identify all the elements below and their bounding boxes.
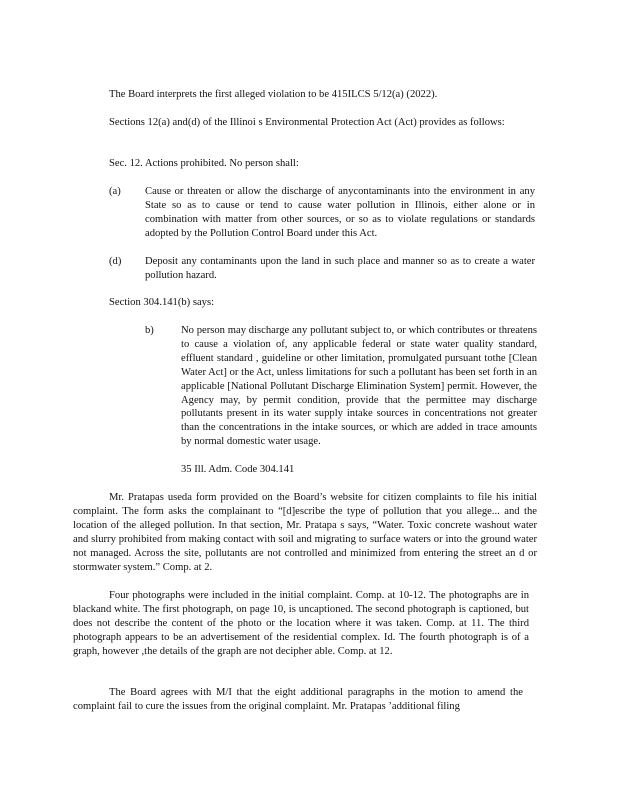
sec12-heading: Sec. 12. Actions prohibited. No person shall: xyxy=(109,158,299,169)
item-a-label: (a) xyxy=(109,186,121,197)
section-304-citation: 35 Ill. Adm. Code 304.141 xyxy=(181,464,295,475)
section-304-text: No person may discharge any pollutant subject to, or which contributes or threatens to cause a violation of, any applicable federal or state water quality standard, effluent standard , guideline or other limitation, promulgated pursuant tothe [Clean Water Act] or the Act, unless limitations for such a pollutant has been set forth in an applicable [National Pollutant Discharge Elimination System] permit. However, the Agency may, by permit condition, provide that the permittee may discharge pollutants present in its water supply intake sources in concentrations not greater than the concentrations in the intake sources, or which are added in trace amounts by normal domestic water usage. xyxy=(181,325,537,448)
intro-paragraph: The Board interprets the first alleged violation to be 415ILCS 5/12(a) (2022). xyxy=(109,89,438,100)
form-paragraph: Mr. Pratapas useda form provided on the Board’s website for citizen complaints to file his initial complaint. The form asks the complainant to “[d]escribe the type of pollution that you allege... and the location of the alleged pollution. In that section, Mr. Pratapa s says, “Water. Toxic concrete washout water and slurry prohibited from making contact with soil and migrating to surface waters or into the ground water not managed. Across the site, pollutants are not controlled and minimized from entering the street an d or stormwater system.” Comp. at 2. xyxy=(73,492,537,573)
section-304-intro: Section 304.141(b) says: xyxy=(109,297,215,308)
photos-paragraph: Four photographs were included in the initial complaint. Comp. at 10-12. The photographs are in blackand white. The first photograph, on page 10, is uncaptioned. The second photograph is captioned, but does not describe the content of the photo or the location where it was taken. Comp. at 11. The third photograph appears to be an advertisement of the residential complex. Id. The fourth photograph is of a graph, however ,the details of the graph are not decipher able. Comp. at 12. xyxy=(73,590,529,657)
item-d-text: Deposit any contaminants upon the land in such place and manner so as to create a water pollution hazard. xyxy=(145,256,535,281)
item-d-label: (d) xyxy=(109,256,122,267)
item-a-text: Cause or threaten or allow the discharge of anycontaminants into the environment in any State so as to cause or tend to cause water pollution in Illinois, either alone or in combination with matter from other sources, or so as to violate regulations or standards adopted by the Pollution Control Board under this Act. xyxy=(145,186,535,239)
section-304-label: b) xyxy=(145,325,154,336)
board-agrees-paragraph: The Board agrees with M/I that the eight additional paragraphs in the motion to amend the complaint fail to cure the issues from the original complaint. Mr. Pratapas ’additional filing xyxy=(73,687,523,712)
sections-intro-paragraph: Sections 12(a) and(d) of the Illinoi s Environmental Protection Act (Act) provides as follows: xyxy=(109,117,505,128)
